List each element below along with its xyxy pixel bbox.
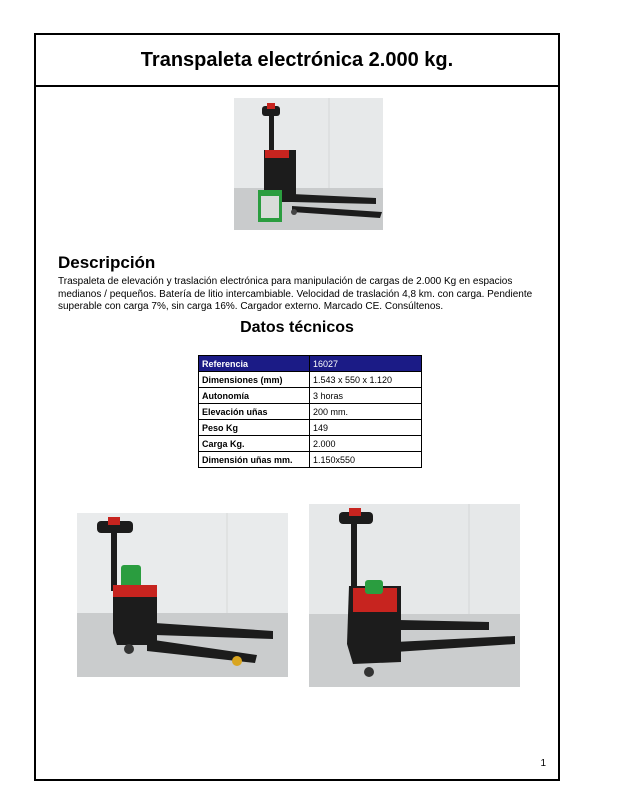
spec-label: Carga Kg.	[199, 436, 310, 452]
spec-value: 2.000	[310, 436, 422, 452]
product-photo-top	[234, 98, 383, 230]
spec-value: 149	[310, 420, 422, 436]
table-row	[199, 404, 422, 420]
spec-label: Referencia	[199, 356, 310, 372]
table-row	[199, 420, 422, 436]
spec-label: Elevación uñas	[199, 404, 310, 420]
spec-value: 16027	[310, 356, 422, 372]
specs-table	[198, 355, 422, 468]
spec-value: 1.543 x 550 x 1.120	[310, 372, 422, 388]
page-frame	[34, 33, 560, 781]
table-row	[199, 372, 422, 388]
product-photo-left	[77, 513, 288, 677]
title-box	[36, 35, 558, 87]
spec-label: Dimensiones (mm)	[199, 372, 310, 388]
table-row	[199, 436, 422, 452]
spec-value: 200 mm.	[310, 404, 422, 420]
product-photo-right	[309, 504, 520, 687]
page-number: 1	[540, 758, 546, 769]
table-row	[199, 388, 422, 404]
page-title: Transpaleta electrónica 2.000 kg.	[140, 48, 454, 71]
spec-label: Dimensión uñas mm.	[199, 452, 310, 468]
spec-label: Peso Kg	[199, 420, 310, 436]
spec-value: 1.150x550	[310, 452, 422, 468]
description-text: Traspaleta de elevación y traslación electrónica para manipulación de cargas de 2.000 Kg en espacios medianos / pequeños. Batería de litio intercambiable. Velocidad de traslación 4,8 km. con carga. Pendiente superable con carga 7%, sin carga 16%. Cargador externo. Marcado CE. Consúltenos.	[58, 276, 533, 312]
table-row	[199, 356, 422, 372]
table-row	[199, 452, 422, 468]
tech-data-heading: Datos técnicos	[240, 319, 354, 336]
spec-label: Autonomía	[199, 388, 310, 404]
description-heading: Descripción	[58, 253, 156, 272]
spec-value: 3 horas	[310, 388, 422, 404]
